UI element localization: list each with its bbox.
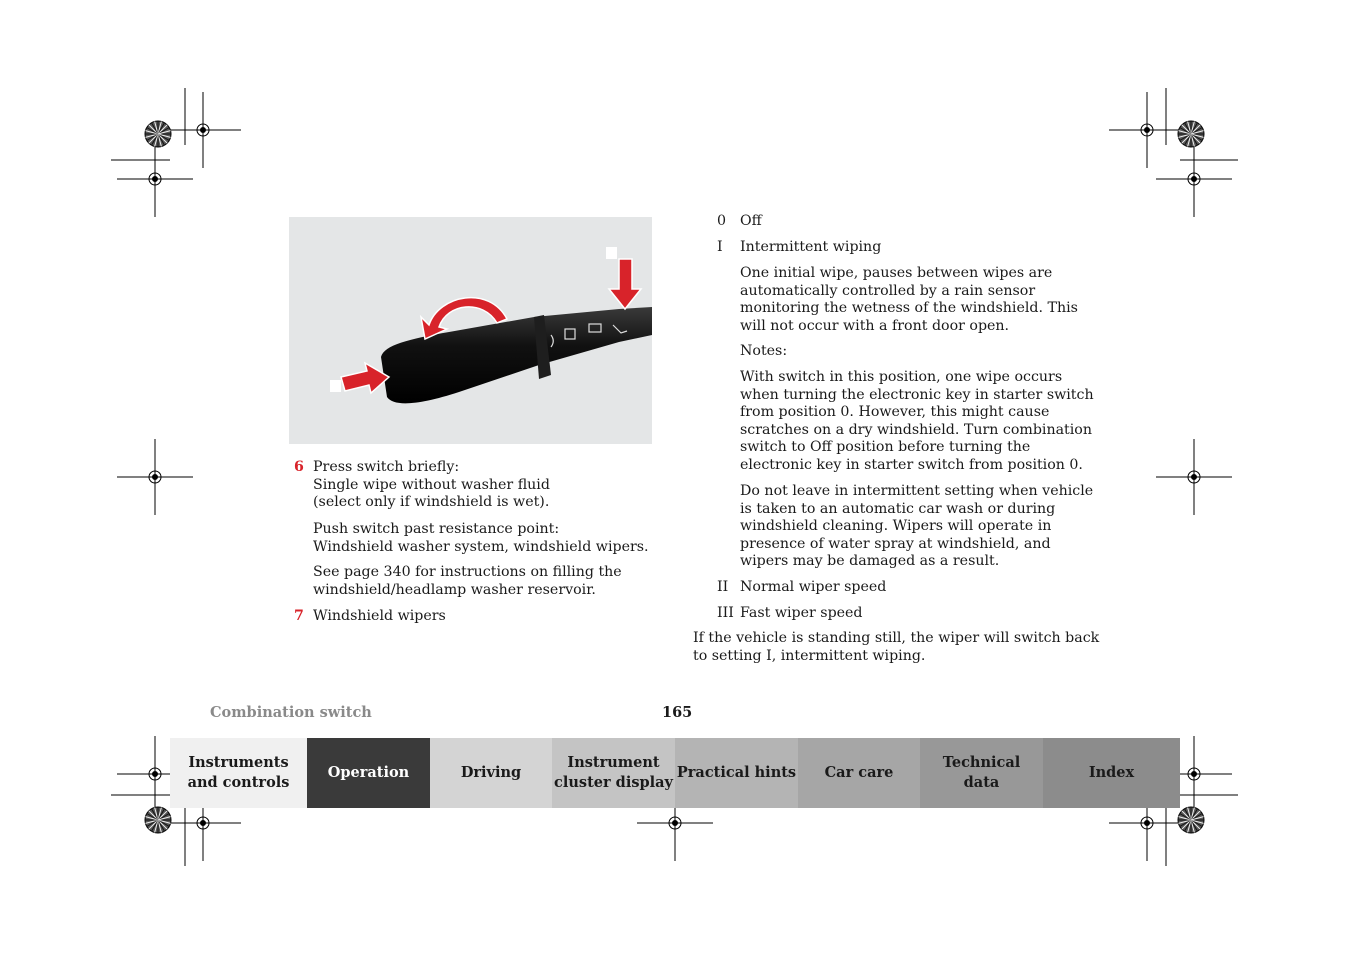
tab-label: Car care: [824, 764, 894, 781]
text-line: Notes:: [740, 343, 788, 359]
tab-label: Technical: [942, 754, 1021, 771]
starburst-mark: [1178, 121, 1204, 147]
text-line: presence of water spray at windshield, and: [740, 535, 1051, 552]
chapter-nav-tabs: [170, 738, 1180, 808]
tab-practical-hints[interactable]: [675, 738, 798, 808]
tab-instruments-and-controls[interactable]: [170, 738, 307, 808]
tab-instrument-cluster-display[interactable]: [552, 738, 675, 808]
intermittent-detail-2: [740, 369, 1094, 475]
text-line: scratches on a dry windshield. Turn combination: [740, 421, 1092, 438]
text-line: If the vehicle is standing still, the wiper will switch back: [693, 630, 1100, 646]
wiper-stalk-illustration: [289, 217, 652, 444]
item-number-7: 7: [294, 608, 304, 624]
position-label-fast: Fast wiper speed: [740, 605, 863, 621]
text-line: switch to Off position before turning the: [740, 439, 1031, 456]
tab-label: cluster display: [554, 774, 673, 791]
crosshair-mark: [117, 141, 193, 217]
tab-operation[interactable]: [307, 738, 430, 808]
crosshair-mark: [1156, 141, 1232, 217]
tab-label: Driving: [460, 764, 522, 781]
tab-label: and controls: [187, 774, 290, 791]
position-label-intermittent: Intermittent wiping: [740, 239, 882, 255]
item-7-paragraph-1: [313, 608, 446, 626]
position-label-normal: Normal wiper speed: [740, 579, 887, 595]
text-line: With switch in this position, one wipe occurs: [740, 369, 1063, 385]
position-label-off: Off: [740, 213, 762, 229]
text-line: Press switch briefly:: [313, 459, 460, 475]
text-line: when turning the electronic key in starter switch: [740, 386, 1094, 403]
tab-index[interactable]: [1043, 738, 1180, 808]
text-line: windshield/headlamp washer reservoir.: [313, 581, 596, 598]
push-arrow: [341, 363, 389, 393]
text-line: from position 0. However, this might cause: [740, 404, 1050, 421]
tab-label: Index: [1088, 764, 1135, 781]
tab-label: Operation: [327, 764, 410, 781]
intermittent-detail-1: [740, 265, 1078, 335]
section-title: Combination switch: [210, 704, 372, 721]
press-down-arrow: [609, 259, 641, 309]
crosshair-mark: [117, 439, 193, 515]
text-line: wipers may be damaged as a result.: [740, 553, 1000, 570]
text-line: windshield cleaning. Wipers will operate in: [740, 518, 1052, 535]
item-number-6: 6: [294, 459, 304, 475]
item-6-paragraph-3: [313, 564, 622, 599]
text-line: will not occur with a front door open.: [740, 317, 1010, 334]
closing-paragraph: [693, 630, 1099, 665]
tab-label: Practical hints: [676, 764, 797, 781]
starburst-mark: [145, 121, 171, 147]
text-line: See page 340 for instructions on filling the: [313, 564, 622, 580]
tab-car-care[interactable]: [798, 738, 920, 808]
text-line: monitoring the wetness of the windshield. This: [740, 300, 1078, 317]
starburst-mark: [145, 807, 171, 833]
text-line: Do not leave in intermittent setting when vehicle: [740, 483, 1094, 499]
position-mark-0: 0: [717, 213, 727, 229]
tab-label: Instrument: [567, 754, 660, 771]
text-line: electronic key in starter switch from position 0.: [740, 456, 1083, 473]
tab-driving[interactable]: [430, 738, 552, 808]
position-mark-i: I: [717, 239, 723, 255]
tab-label: Instruments: [188, 754, 289, 771]
text-line: (select only if windshield is wet).: [313, 494, 550, 511]
text-line: to setting I, intermittent wiping.: [693, 647, 926, 664]
page-number: 165: [662, 704, 693, 721]
crosshair-mark: [1109, 92, 1185, 168]
text-line: Single wipe without washer fluid: [313, 476, 550, 493]
notes-heading: [740, 343, 787, 361]
tab-label: data: [963, 774, 1000, 791]
starburst-mark: [1178, 807, 1204, 833]
text-line: Windshield washer system, windshield wipers.: [313, 538, 649, 555]
crosshair-mark: [165, 92, 241, 168]
text-line: is taken to an automatic car wash or during: [740, 500, 1056, 517]
text-line: Windshield wipers: [313, 608, 446, 624]
text-line: One initial wipe, pauses between wipes are: [740, 265, 1053, 281]
tab-technical-data[interactable]: [920, 738, 1043, 808]
text-line: automatically controlled by a rain sensor: [740, 282, 1036, 299]
callout-7-box: [606, 247, 617, 259]
item-6-paragraph-1: [313, 459, 550, 512]
callout-6-box: [330, 380, 341, 392]
position-mark-iii: III: [717, 605, 734, 621]
position-mark-ii: II: [717, 579, 729, 595]
item-6-paragraph-2: [313, 521, 649, 556]
intermittent-detail-3: [740, 483, 1093, 571]
combination-switch-figure: [289, 217, 652, 444]
crosshair-mark: [1156, 439, 1232, 515]
text-line: Push switch past resistance point:: [313, 521, 560, 537]
